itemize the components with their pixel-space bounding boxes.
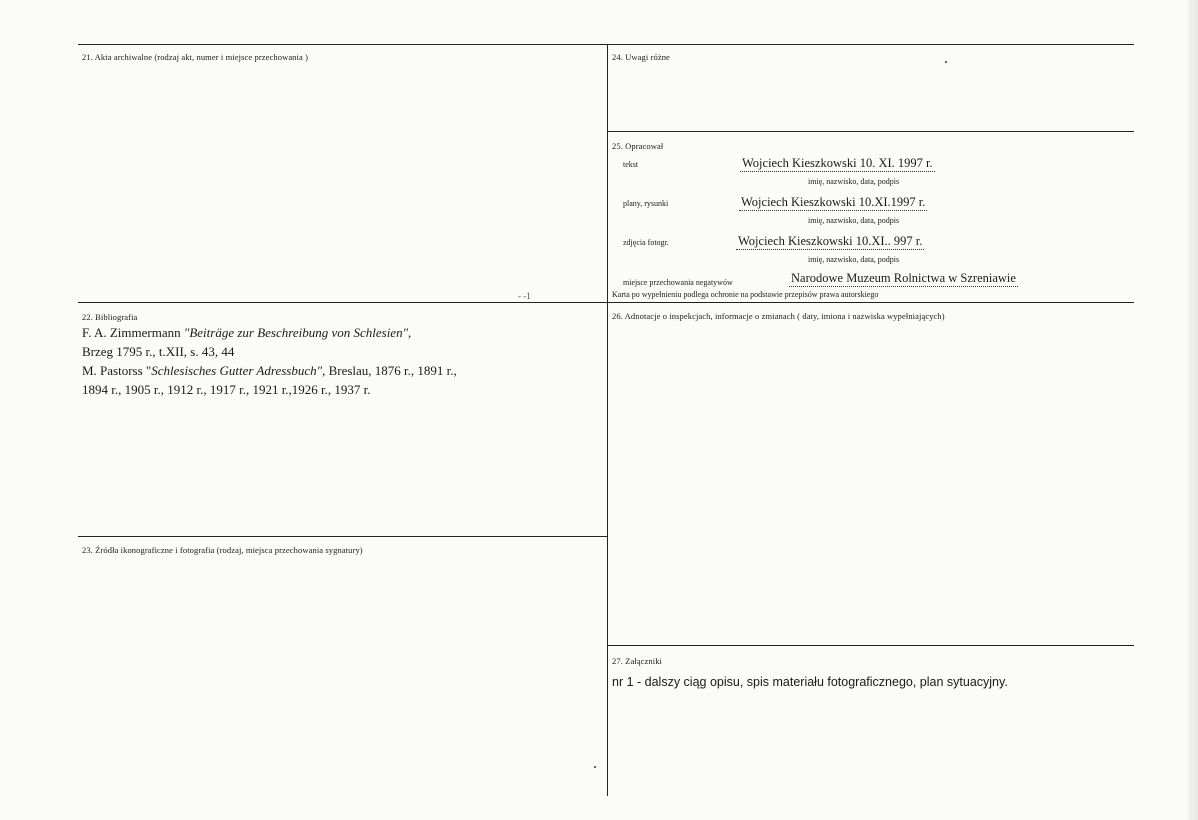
bibliography-line-4: 1894 r., 1905 r., 1912 r., 1917 r., 1921 r.,1926 r., 1937 r.	[82, 382, 371, 397]
page-edge-shadow	[1188, 0, 1198, 820]
section-27-label: 27. Załączniki	[612, 656, 663, 666]
copyright-notice: Karta po wypełnieniu podlega ochronie na podstawie przepisów prawa autorskiego	[612, 290, 879, 299]
signature-caption: imię, nazwisko, data, podpis	[808, 255, 900, 264]
section-26-label: 26. Adnotacje o inspekcjach, informacje o zmianach ( daty, imiona i nazwiska wypełniających)	[612, 311, 945, 321]
center-divider	[607, 44, 608, 796]
author-text-signature: Wojciech Kieszkowski 10. XI. 1997 r.	[742, 156, 933, 170]
bibliography-line-3: M. Pastorss "Schlesisches Gutter Adressbuch", Breslau, 1876 r., 1891 r.,	[82, 363, 457, 378]
row-label-negatives: miejsce przechowania negatywów	[623, 278, 733, 287]
stray-mark: - -1	[518, 291, 531, 301]
bibliography-line-1: F. A. Zimmermann "Beiträge zur Beschreibung von Schlesien",	[82, 325, 412, 340]
divider-24-25	[607, 131, 1134, 132]
row-label-plans: plany, rysunki	[623, 199, 669, 208]
negatives-location: Narodowe Muzeum Rolnictwa w Szreniawie	[791, 271, 1016, 285]
top-border	[78, 44, 1134, 45]
row-label-photos: zdjęcia fotogr.	[623, 238, 669, 247]
section-21-label: 21. Akta archiwalne (rodzaj akt, numer i miejsce przechowania )	[82, 52, 309, 62]
speck	[945, 61, 947, 63]
divider-22-23	[78, 536, 607, 537]
signature-caption: imię, nazwisko, data, podpis	[808, 177, 900, 186]
section-25-label: 25. Opracował	[612, 141, 664, 151]
section-23-label: 23. Źródła ikonograficzne i fotografia (rodzaj, miejsca przechowania sygnatury)	[82, 545, 363, 555]
divider-26-27	[607, 645, 1134, 646]
row-label-text: tekst	[623, 160, 639, 169]
speck	[594, 766, 596, 768]
attachments-text: nr 1 - dalszy ciąg opisu, spis materiału fotograficznego, plan sytuacyjny.	[612, 675, 1008, 689]
signature-caption: imię, nazwisko, data, podpis	[808, 216, 900, 225]
author-photos-signature: Wojciech Kieszkowski 10.XI.. 997 r.	[738, 234, 923, 248]
section-22-label: 22. Bibliografia	[82, 312, 138, 322]
section-24-label: 24. Uwagi różne	[612, 52, 670, 62]
bibliography-line-2: Brzeg 1795 r., t.XII, s. 43, 44	[82, 344, 235, 359]
divider-21-22	[78, 302, 1134, 303]
author-plans-signature: Wojciech Kieszkowski 10.XI.1997 r.	[741, 195, 926, 209]
